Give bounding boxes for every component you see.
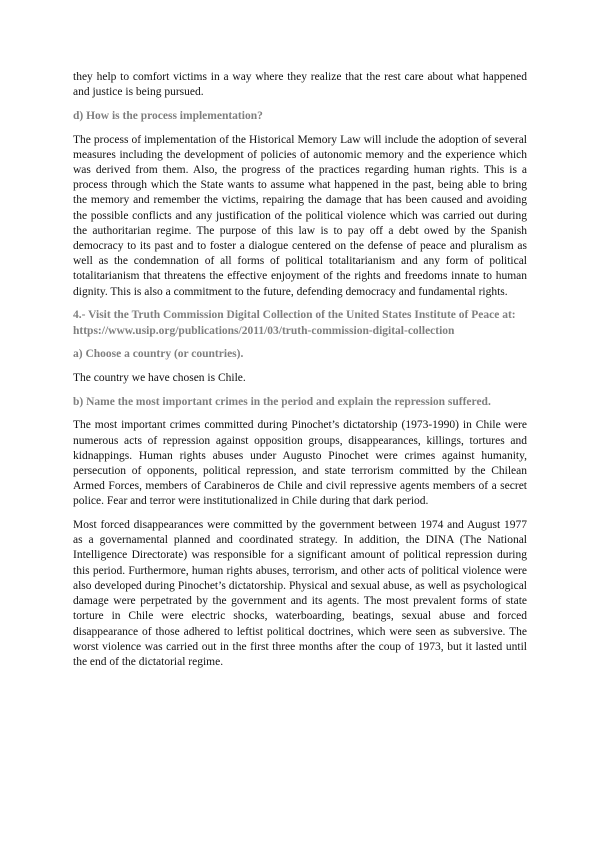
question-d-heading: d) How is the process implementation? <box>73 109 263 122</box>
paragraph-d: The process of implementation of the Historical Memory Law will include the adoption of several measures including the development of policies of autonomic memory and the experience which was derived from them. Also, the progress of the practices regarding human rights. This is a process through which the State wants to assume what happened in the past, being able to bring the memory and remember the victims, repairing the damage that has been caused and avoiding the possible conflicts and any justification of the political violence which was carried out during the authoritarian regime. The purpose of this law is to pay off a debt owed by the Spanish democracy to its past and to foster a dialogue centered on the defense of peace and pluralism as well as the condemnation of all forms of political totalitarianism and any form of political totalitarianism that threatens the effective enjoyment of the rights and freedoms innate to human dignity. This is also a commitment to the future, defending democracy and fundamental rights. <box>73 133 527 298</box>
section-4-heading: 4.- Visit the Truth Commission Digital Collection of the United States Institute of Peace at: https://www.usip.org/publications/2011/03/truth-commission-digital-collection <box>73 309 516 337</box>
paragraph-b2: Most forced disappearances were committed by the government between 1974 and August 1977 as a governamental planned and coordinated strategy. In addition, the DINA (The National Intelligence Directorate) was responsible for a significant amount of political repression during this period. Furthermore, human rights abuses, terrorism, and other acts of political violence were also developed during Pinochet’s dictatorship. Physical and sexual abuse, as well as psychological damage were perpetrated by the government and its agents. The most prevalent forms of state torture in Chile were electric shocks, waterboarding, beatings, sexual abuse and forced disappearance of those adhered to leftist political doctrines, which were seen as subversive. The worst violence was carried out in the first three months after the coup of 1973, but it lasted until the end of the dictatorial regime. <box>73 519 527 668</box>
intro-paragraph: they help to comfort victims in a way where they realize that the rest care about what happened and justice is being pursued. <box>73 71 527 99</box>
paragraph-b1: The most important crimes committed during Pinochet’s dictatorship (1973-1990) in Chile were numerous acts of repression against opposition groups, disappearances, killings, tortures and kidnappings. Human rights abuses under Augusto Pinochet were crimes against humanity, persecution of opponents, political repression, and state terrorism committed by the Chilean Armed Forces, members of Carabineros de Chile and civil repressive agents members of a secret police. Fear and terror were institutionalized in Chile during that dark period. <box>73 419 527 508</box>
question-b-heading: b) Name the most important crimes in the period and explain the repression suffered. <box>73 395 491 408</box>
answer-a: The country we have chosen is Chile. <box>73 371 246 384</box>
question-a-heading: a) Choose a country (or countries). <box>73 348 244 361</box>
